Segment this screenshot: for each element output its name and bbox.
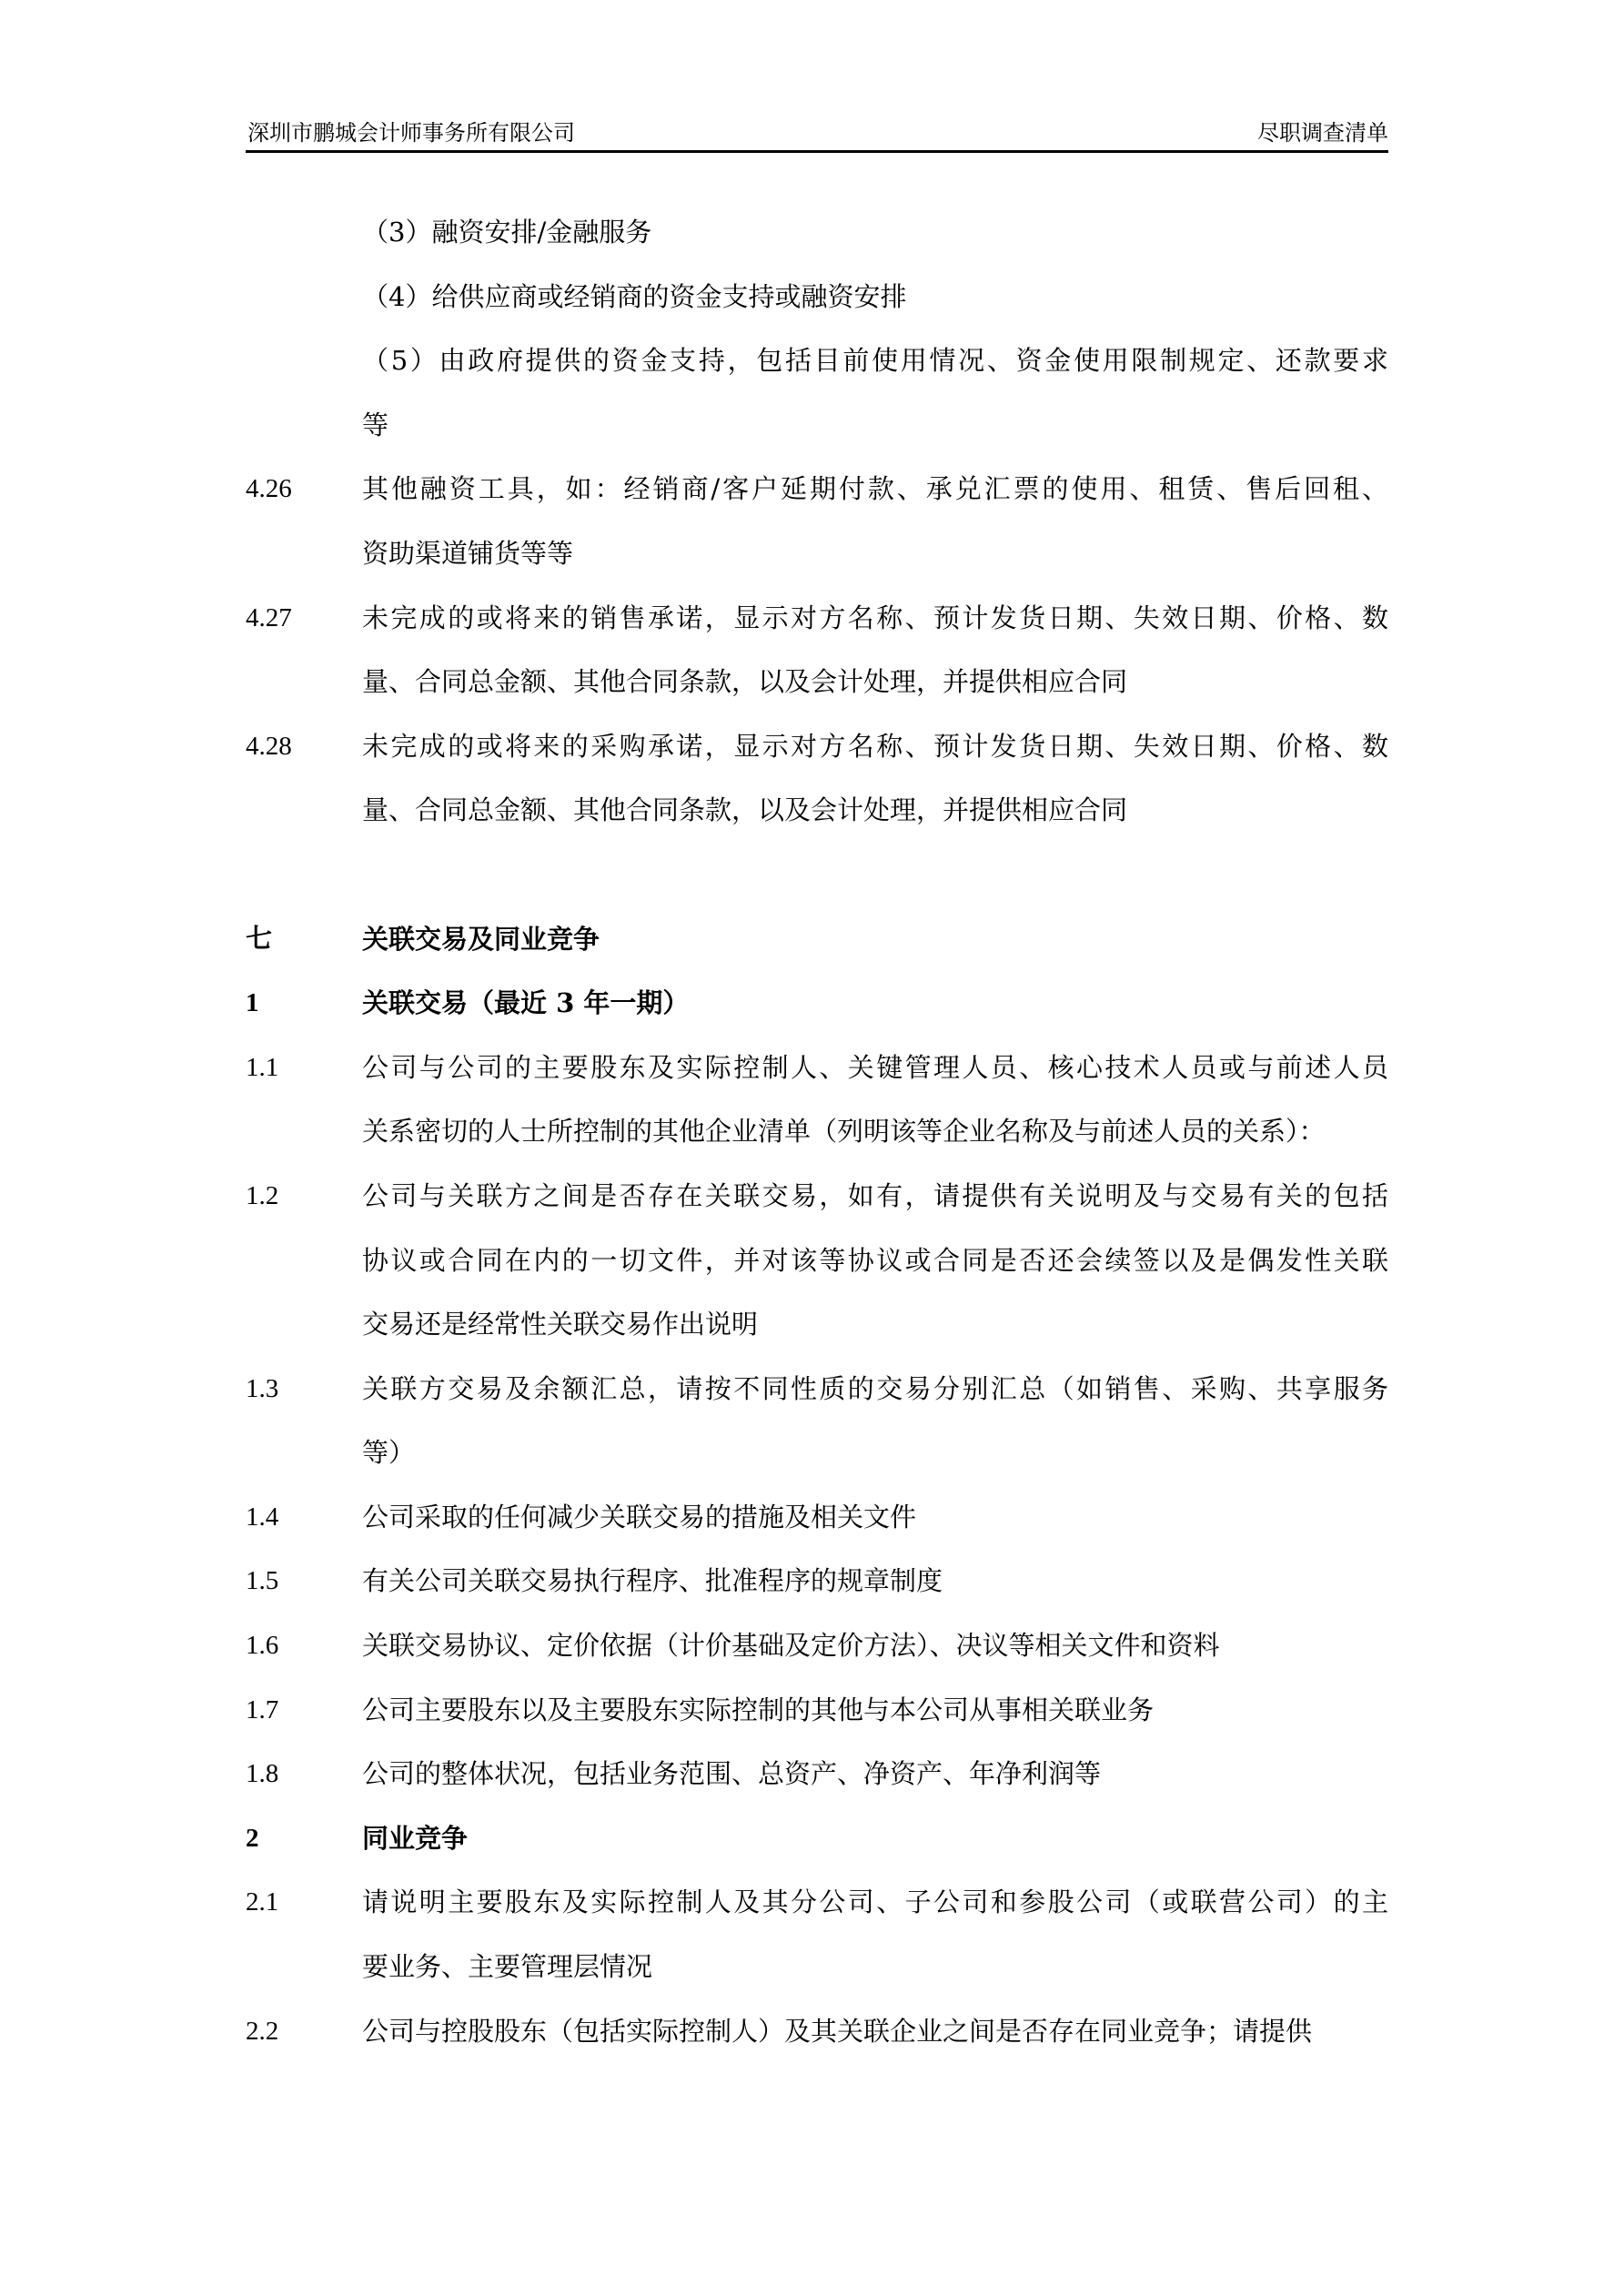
text-line: （3）融资安排/金融服务 <box>362 217 652 248</box>
item-number: 1.6 <box>246 1631 279 1661</box>
item-number <box>246 200 362 265</box>
text-line: 协议或合同在内的一切文件，并对该等协议或合同是否还会续签以及是偶发性关联 <box>362 1244 1388 1276</box>
item-number <box>246 329 362 457</box>
text-line: 关联交易协议、定价依据（计价基础及定价方法）、决议等相关文件和资料 <box>362 1630 1220 1662</box>
text-line: 关系密切的人士所控制的其他企业清单（列明该等企业名称及与前述人员的关系）： <box>362 1116 1326 1148</box>
section-heading <box>246 971 1388 1036</box>
item-text <box>362 1164 1388 1357</box>
item-text <box>362 1036 1388 1164</box>
text-line: 公司与公司的主要股东及实际控制人、关键管理人员、核心技术人员或与前述人员 <box>362 1051 1388 1083</box>
text-line: 公司采取的任何减少关联交易的措施及相关文件 <box>362 1501 917 1532</box>
list-item <box>246 457 1388 585</box>
item-text <box>362 1999 1388 2064</box>
list-item <box>246 1549 1388 1613</box>
text-line: 量、合同总金额、其他合同条款，以及会计处理，并提供相应合同 <box>362 794 1128 826</box>
list-item <box>246 586 1388 714</box>
text-line: 等） <box>362 1437 416 1469</box>
text-line: 未完成的或将来的销售承诺，显示对方名称、预计发货日期、失效日期、价格、数 <box>362 602 1388 633</box>
section-heading <box>246 907 1388 972</box>
item-number: 2.1 <box>246 1887 279 1917</box>
item-number: 1.8 <box>246 1759 279 1789</box>
text-line: 未完成的或将来的采购承诺，显示对方名称、预计发货日期、失效日期、价格、数 <box>362 730 1388 762</box>
item-number: 1.4 <box>246 1502 279 1532</box>
text-line: 关联方交易及余额汇总，请按不同性质的交易分别汇总（如销售、采购、共享服务 <box>362 1372 1388 1404</box>
document-body <box>246 200 1388 2063</box>
list-item <box>246 200 1388 265</box>
item-text <box>362 1742 1388 1806</box>
text-line: 公司与关联方之间是否存在关联交易，如有，请提供有关说明及与交易有关的包括 <box>362 1179 1388 1211</box>
item-number: 2.2 <box>246 2016 279 2046</box>
item-number: 4.26 <box>246 474 292 504</box>
item-text <box>362 329 1388 457</box>
item-text <box>362 1678 1388 1743</box>
item-number: 1.2 <box>246 1180 279 1210</box>
list-item <box>246 265 1388 329</box>
item-text <box>362 1549 1388 1613</box>
item-number: 1.1 <box>246 1052 279 1082</box>
header-document-title: 尽职调查清单 <box>1257 120 1388 146</box>
list-item <box>246 1485 1388 1550</box>
item-text <box>362 265 1388 329</box>
list-item <box>246 1036 1388 1164</box>
item-number: 七 <box>246 924 273 954</box>
item-number <box>246 265 362 329</box>
item-text <box>362 1613 1388 1678</box>
text-line: 公司与控股股东（包括实际控制人）及其关联企业之间是否存在同业竞争；请提供 <box>362 2015 1313 2047</box>
item-text <box>362 457 1388 585</box>
text-line: 资助渠道铺货等等 <box>362 537 574 569</box>
item-text <box>362 200 1388 265</box>
text-line: 公司主要股东以及主要股东实际控制的其他与本公司从事相关联业务 <box>362 1694 1155 1725</box>
text-line: 请说明主要股东及实际控制人及其分公司、子公司和参股公司（或联营公司）的主 <box>362 1886 1388 1918</box>
text-line: 交易还是经常性关联交易作出说明 <box>362 1309 759 1340</box>
list-item <box>246 1999 1388 2064</box>
text-line: 有关公司关联交易执行程序、批准程序的规章制度 <box>362 1565 943 1597</box>
list-item <box>246 1870 1388 1998</box>
item-text <box>362 1870 1388 1998</box>
section-heading <box>246 1806 1388 1871</box>
text-line: 关联交易及同业竞争 <box>362 923 600 955</box>
text-line: （5）由政府提供的资金支持，包括目前使用情况、资金使用限制规定、还款要求 <box>362 345 1388 377</box>
item-text <box>362 714 1388 843</box>
item-number: 1 <box>246 988 259 1018</box>
list-item <box>246 1678 1388 1743</box>
list-item <box>246 1357 1388 1485</box>
list-item <box>246 329 1388 457</box>
item-text <box>362 1485 1388 1550</box>
list-item <box>246 714 1388 843</box>
text-line: 公司的整体状况，包括业务范围、总资产、净资产、年净利润等 <box>362 1758 1102 1790</box>
item-number: 1.5 <box>246 1566 279 1596</box>
item-number: 1.7 <box>246 1694 279 1725</box>
list-item <box>246 1613 1388 1678</box>
text-line: 等 <box>362 409 389 440</box>
item-text <box>362 1806 1388 1871</box>
header-divider <box>246 150 1388 153</box>
item-number: 4.27 <box>246 602 292 632</box>
text-line: 其他融资工具，如：经销商/客户延期付款、承兑汇票的使用、租赁、售后回租、 <box>362 473 1388 505</box>
item-text <box>362 971 1388 1036</box>
item-text <box>362 907 1388 972</box>
item-number: 1.3 <box>246 1373 279 1403</box>
text-line: （4）给供应商或经销商的资金支持或融资安排 <box>362 280 907 312</box>
header-company-name: 深圳市鹏城会计师事务所有限公司 <box>247 120 575 146</box>
item-text <box>362 1357 1388 1485</box>
item-number: 2 <box>246 1823 259 1853</box>
list-item <box>246 1742 1388 1806</box>
text-line: 要业务、主要管理层情况 <box>362 1951 653 1983</box>
page-header <box>247 115 1388 147</box>
item-text <box>362 586 1388 714</box>
text-line: 关联交易（最近 3 年一期） <box>362 987 690 1019</box>
list-item <box>246 1164 1388 1357</box>
text-line: 同业竞争 <box>362 1822 469 1854</box>
item-number: 4.28 <box>246 731 292 761</box>
text-line: 量、合同总金额、其他合同条款，以及会计处理，并提供相应合同 <box>362 666 1128 698</box>
